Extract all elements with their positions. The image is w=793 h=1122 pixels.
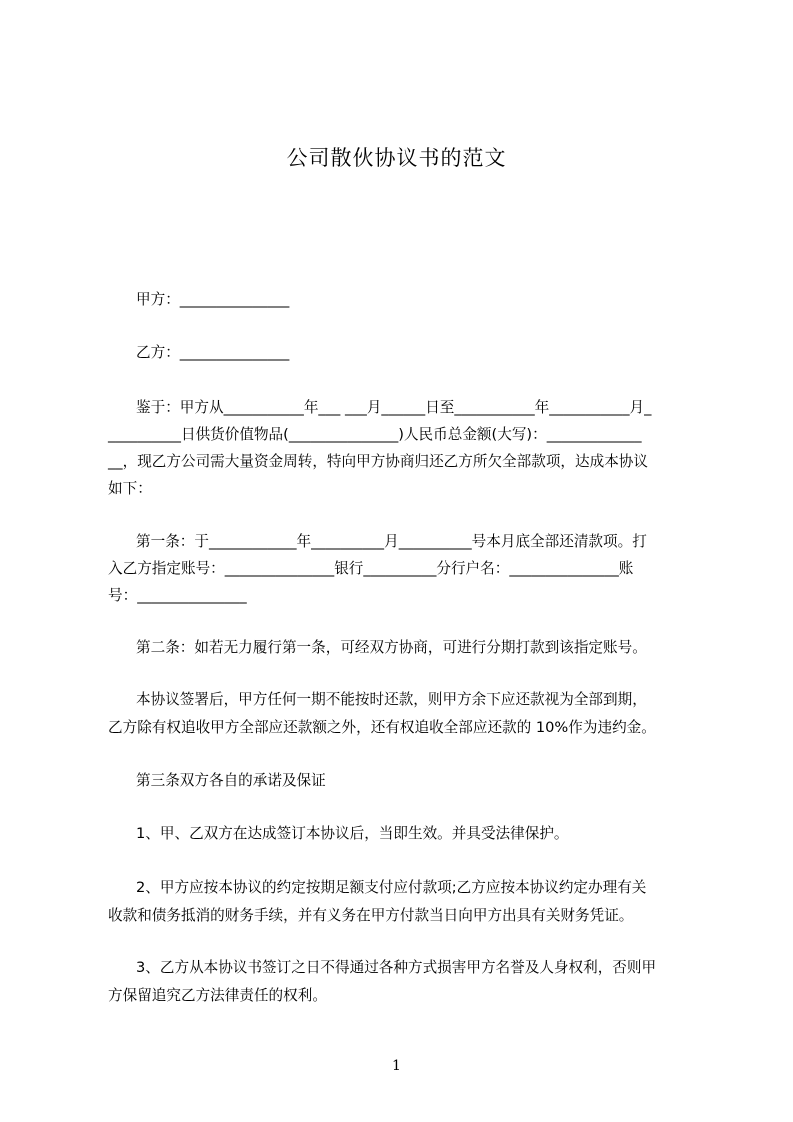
document-title: 公司散伙协议书的范文: [286, 146, 507, 170]
recital-line-3: __，现乙方公司需大量资金周转，特向甲方协商归还乙方所欠全部款项，达成本协议: [108, 453, 648, 470]
item-3-line-1: 3、乙方从本协议书签订之日不得通过各种方式损害甲方名誉及人身权利，否则甲: [136, 959, 657, 976]
article-1-line-3: 号：_______________: [108, 587, 247, 604]
party-a-line: 甲方：_______________: [136, 291, 290, 308]
article-1-line-1: 第一条：于____________年__________月__________号本月底全部还清款项。打: [136, 533, 647, 550]
item-2-line-1: 2、甲方应按本协议的约定按期足额支付应付款项;乙方应按本协议约定办理有关: [136, 879, 647, 896]
recital-line-4: 如下：: [108, 480, 152, 497]
recital-line-1: 鉴于：甲方从___________年___ ___月______日至___________年___________月_: [136, 399, 652, 416]
page-number: 1: [392, 1058, 401, 1074]
item-1-paragraph: 1、甲、乙双方在达成签订本协议后，当即生效。并具受法律保护。: [136, 825, 569, 842]
article-2-paragraph: 第二条：如若无力履行第一条，可经双方协商，可进行分期打款到该指定账号。: [136, 639, 647, 656]
party-b-line: 乙方：_______________: [136, 344, 290, 361]
item-3-line-2: 方保留追究乙方法律责任的权利。: [108, 987, 327, 1004]
penalty-line-1: 本协议签署后，甲方任何一期不能按时还款，则甲方余下应还款视为全部到期，: [136, 691, 647, 708]
article-3-heading: 第三条双方各自的承诺及保证: [136, 772, 326, 789]
article-1-line-2: 入乙方指定账号：_______________银行__________分行户名：_______________账: [108, 560, 634, 577]
penalty-line-2: 乙方除有权追收甲方全部应还款额之外，还有权追收全部应还款的 10%作为违约金。: [108, 719, 656, 736]
recital-line-2: __________日供货价值物品(_______________)人民币总金额(大写)：_____________: [108, 426, 642, 443]
item-2-line-2: 收款和债务抵消的财务手续，并有义务在甲方付款当日向甲方出具有关财务凭证。: [108, 907, 634, 924]
